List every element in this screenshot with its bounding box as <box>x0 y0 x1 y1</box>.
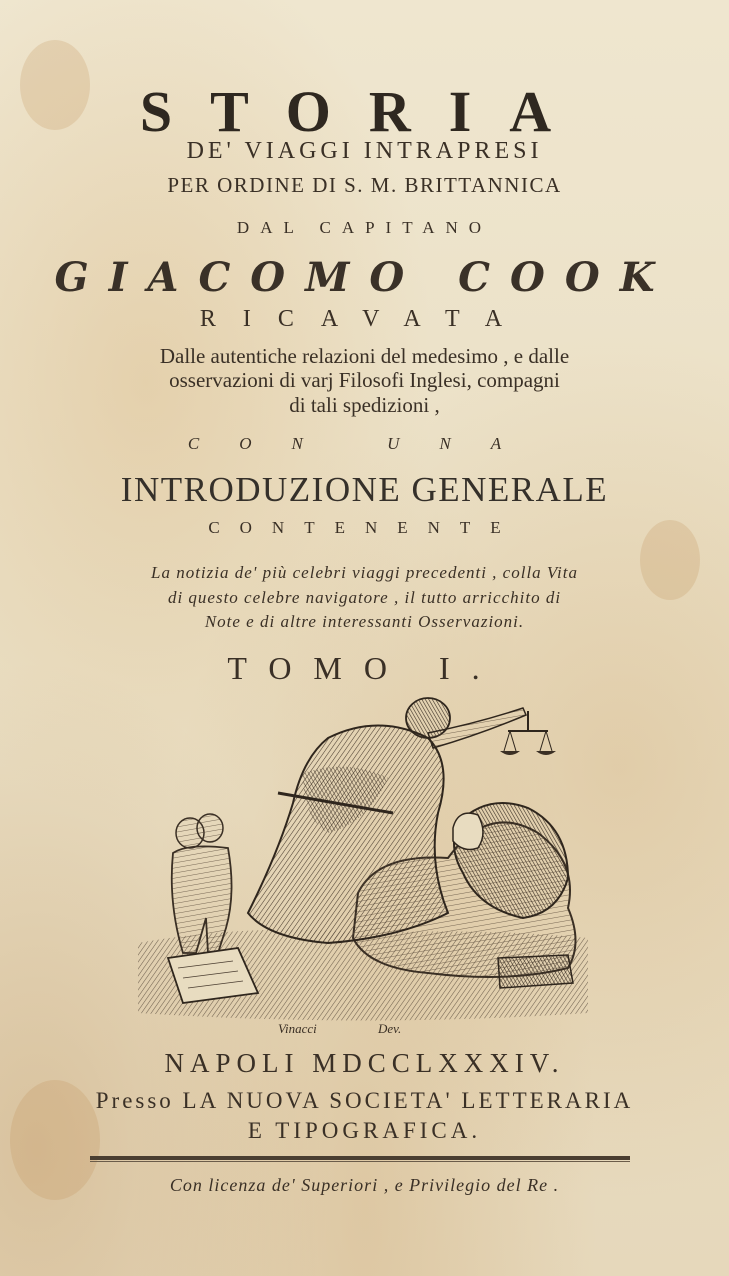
body-line-3: di tali spedizioni , <box>289 393 440 417</box>
subtitle-line-1: DE' VIAGGI INTRAPRESI <box>186 138 543 164</box>
con-una-heading: CON UNA <box>187 434 542 453</box>
justice-robe <box>248 726 448 944</box>
license-line: Con licenza de' Superiori , e Privilegio del Re . <box>169 1175 560 1195</box>
engraver-signature-left: Vinacci <box>278 1021 317 1036</box>
scales-pan-left <box>500 751 520 755</box>
stone-tablet <box>498 955 573 988</box>
introduction-heading: INTRODUZIONE GENERALE <box>120 470 609 509</box>
engraving-illustration <box>128 683 598 1038</box>
imprint-place: NAPOLI MDCCLXXXIV. <box>164 1048 565 1078</box>
ricavata-heading: RICAVATA <box>199 306 530 332</box>
italic-line-3: Note e di altre interessanti Osservazioni. <box>204 612 525 631</box>
subtitle-line-3: DAL CAPITANO <box>236 218 493 237</box>
italic-line-1: La notizia de' più celebri viaggi precedenti , colla Vita <box>150 563 578 582</box>
body-line-1: Dalle autentiche relazioni del medesimo , e dalle <box>159 344 570 368</box>
imprint-printer-line-2: E TIPOGRAFICA. <box>247 1118 482 1143</box>
divider-rule-thin <box>90 1161 630 1162</box>
imprint-printer-line-1: Presso LA NUOVA SOCIETA' LETTERARIA <box>95 1088 634 1113</box>
author-name: GIACOMO COOK <box>54 254 675 301</box>
body-line-2: osservazioni di varj Filosofi Inglesi, compagni <box>169 368 560 392</box>
book-title: STORIA <box>139 79 590 144</box>
contenente-heading: CONTENENTE <box>208 518 521 537</box>
italic-line-2: di questo celebre navigatore , il tutto arricchito di <box>167 588 562 607</box>
volume-label: TOMO I. <box>227 650 502 686</box>
engraver-signature-right: Dev. <box>378 1021 402 1036</box>
divider-rule <box>90 1156 630 1160</box>
subtitle-line-2: PER ORDINE DI S. M. BRITTANNICA <box>167 173 562 197</box>
scales-pan-right <box>536 751 556 755</box>
